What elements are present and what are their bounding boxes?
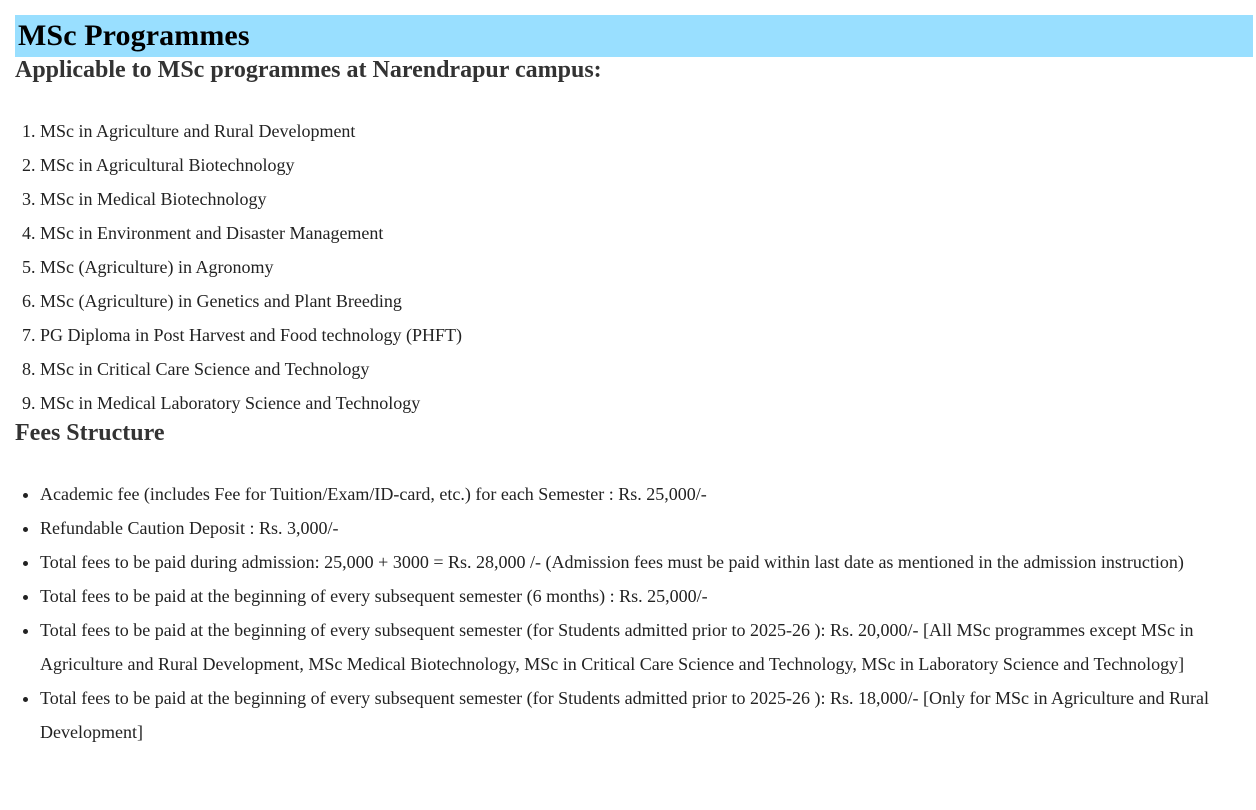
fees-heading: Fees Structure — [15, 420, 165, 446]
list-item: 2. MSc in Agricultural Biotechnology — [40, 148, 1256, 182]
list-item: 3. MSc in Medical Biotechnology — [40, 182, 1256, 216]
list-item: 4. MSc in Environment and Disaster Management — [40, 216, 1256, 250]
fee-item: • Academic fee (includes Fee for Tuition/Exam/ID-card, etc.) for each Semester : Rs. 25,000/- — [40, 477, 1255, 511]
fee-item: • Total fees to be paid at the beginning of every subsequent semester (6 months) : Rs. 25,000/- — [40, 579, 1255, 613]
fees-list — [15, 477, 1255, 749]
list-item: 5. MSc (Agriculture) in Agronomy — [40, 250, 1256, 284]
fee-item: • Refundable Caution Deposit : Rs. 3,000/- — [40, 511, 1255, 545]
page-title: MSc Programmes — [18, 19, 250, 52]
list-item: 8. MSc in Critical Care Science and Technology — [40, 352, 1256, 386]
fee-item: • Total fees to be paid during admission: 25,000 + 3000 = Rs. 28,000 /- (Admission fees must be paid within last date as mentioned in the admission instruction) — [40, 545, 1255, 579]
list-item: 7. PG Diploma in Post Harvest and Food technology (PHFT) — [40, 318, 1256, 352]
programme-list — [15, 114, 1256, 420]
applicable-heading: Applicable to MSc programmes at Narendrapur campus: — [15, 57, 602, 83]
list-item: 9. MSc in Medical Laboratory Science and Technology — [40, 386, 1256, 420]
page-title-bar — [15, 15, 1253, 57]
fee-item: • Total fees to be paid at the beginning of every subsequent semester (for Students admitted prior to 2025-26 ): Rs. 20,000/- [All MSc programmes except MSc in Agriculture and Rural Development, MSc Medical Biotechnology, MSc in Critical Care Science and Technology, MSc in Laboratory Science and Technology] — [40, 613, 1255, 681]
list-item: 6. MSc (Agriculture) in Genetics and Plant Breeding — [40, 284, 1256, 318]
list-item: 1. MSc in Agriculture and Rural Development — [40, 114, 1256, 148]
fee-item: • Total fees to be paid at the beginning of every subsequent semester (for Students admitted prior to 2025-26 ): Rs. 18,000/- [Only for MSc in Agriculture and Rural Development] — [40, 681, 1255, 749]
